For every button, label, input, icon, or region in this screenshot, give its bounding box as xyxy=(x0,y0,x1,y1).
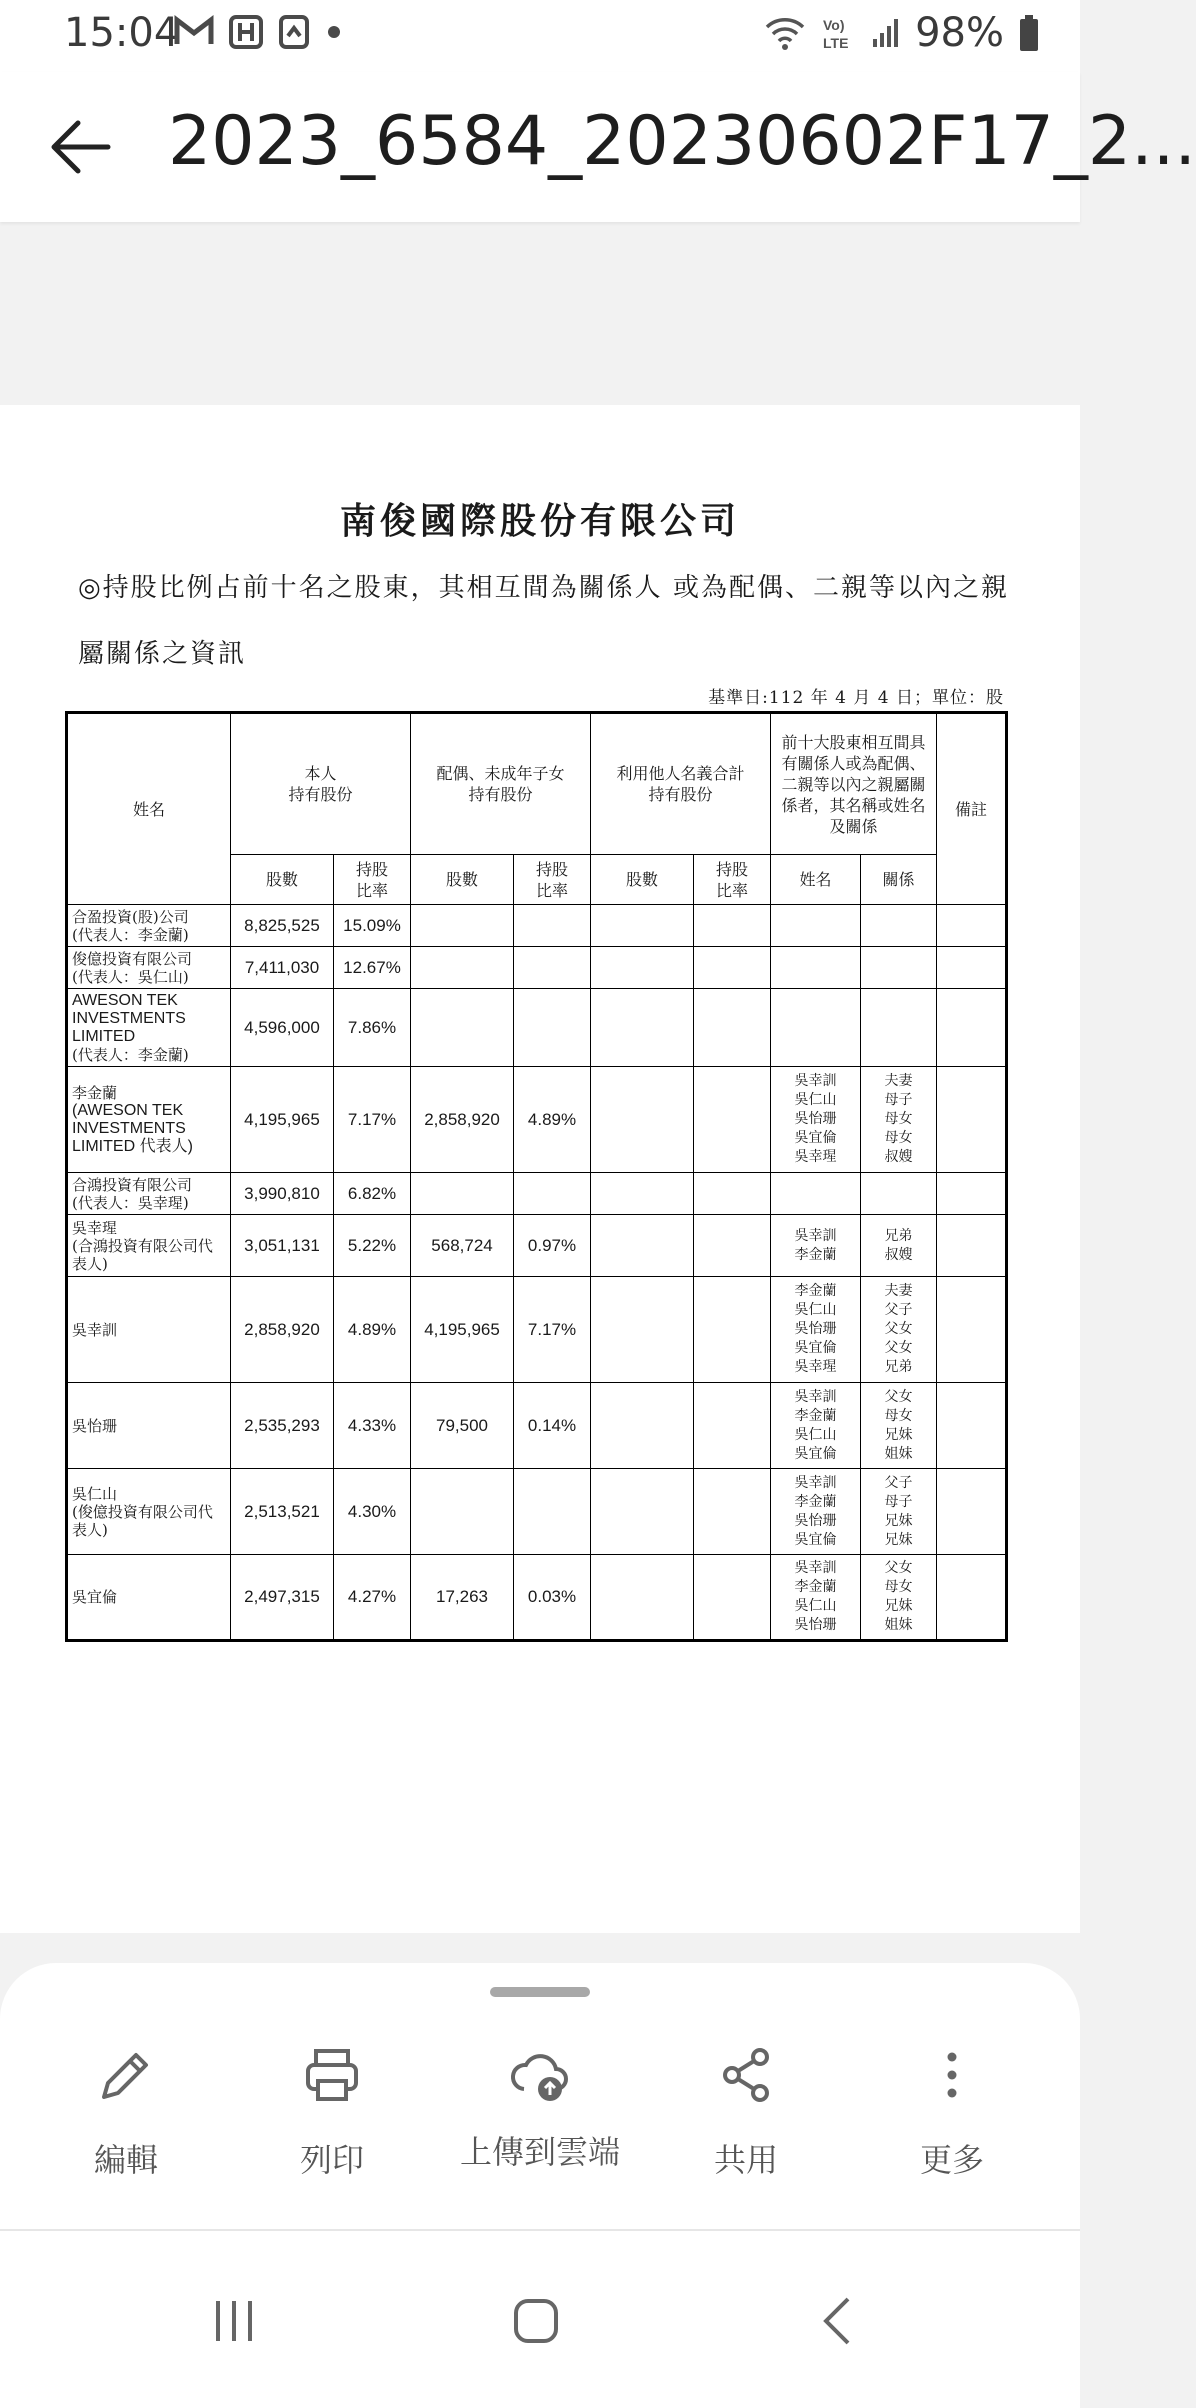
document-heading: 南俊國際股份有限公司 xyxy=(339,500,740,542)
relation: 母女 xyxy=(884,1407,913,1424)
system-nav-bar xyxy=(0,2231,1080,2408)
header-shares: 股數 xyxy=(591,855,694,905)
others-ratio xyxy=(694,947,771,989)
document-paragraph: ◎持股比例占前十名之股東，其相互間為關係人 或為配偶、二親等以內之親屬關係之資訊 xyxy=(78,573,1009,669)
header-related: 前十大股東相互間具有關係人或為配偶、二親等以內之親屬關係者，其名稱或姓名及關係 xyxy=(771,713,937,855)
relations xyxy=(861,1277,937,1383)
more-button[interactable] xyxy=(852,2043,1052,2203)
relation: 父女 xyxy=(884,1560,913,1576)
pencil-icon xyxy=(94,2043,158,2107)
relation: 母女 xyxy=(884,1579,913,1595)
related-name: 吳怡珊 xyxy=(794,1111,837,1127)
related-name: 吳宜倫 xyxy=(794,1130,837,1146)
others-ratio xyxy=(694,1067,771,1173)
relations xyxy=(861,1067,937,1173)
remark-cell xyxy=(937,1383,1007,1469)
table-row xyxy=(67,989,1007,1067)
others-shares xyxy=(591,1067,694,1173)
relation: 父女 xyxy=(884,1321,913,1337)
header-spouse: 配偶、未成年子女 持有股份 xyxy=(411,713,591,855)
edit-label: 編輯 xyxy=(93,2141,158,2179)
upload-label: 上傳到雲端 xyxy=(459,2133,620,2171)
spouse-shares xyxy=(411,1469,514,1555)
header-remark: 備註 xyxy=(937,713,1007,905)
holder-name: 李金蘭 xyxy=(72,1083,118,1102)
spouse-ratio xyxy=(514,1173,591,1215)
header-rel-name: 姓名 xyxy=(771,855,861,905)
remark-cell xyxy=(937,1215,1007,1277)
related-names xyxy=(771,989,861,1067)
self-shares: 8,825,525 xyxy=(231,905,334,947)
table-row xyxy=(67,1383,1007,1469)
relation: 姐妹 xyxy=(884,1617,913,1633)
self-ratio: 12.67% xyxy=(334,947,411,989)
self-shares: 2,535,293 xyxy=(231,1383,334,1469)
spouse-shares: 17,263 xyxy=(411,1555,514,1641)
table-row xyxy=(67,947,1007,989)
related-name: 吳仁山 xyxy=(794,1302,837,1318)
relations xyxy=(861,1383,937,1469)
holder-name: 合鴻投資有限公司 xyxy=(72,1175,193,1194)
table-row xyxy=(67,1215,1007,1277)
self-shares: 3,051,131 xyxy=(231,1215,334,1277)
related-names xyxy=(771,1277,861,1383)
related-name: 吳仁山 xyxy=(794,1092,837,1108)
holder-name: 合盈投資(股)公司 xyxy=(72,907,189,926)
related-name: 李金蘭 xyxy=(794,1407,837,1424)
relation: 母子 xyxy=(884,1092,913,1108)
share-icon xyxy=(714,2043,778,2107)
self-ratio: 7.86% xyxy=(334,989,411,1067)
battery-percent: 98% xyxy=(915,10,1004,56)
related-name: 吳宜倫 xyxy=(794,1340,837,1356)
table-row xyxy=(67,1173,1007,1215)
holder-representative: (代表人：吳仁山) xyxy=(72,967,189,986)
dot-icon xyxy=(324,14,344,50)
related-name: 吳怡珊 xyxy=(794,1617,837,1633)
relation: 兄妹 xyxy=(884,1598,913,1614)
holder-name-cell xyxy=(67,1469,231,1555)
shareholder-table xyxy=(65,711,1008,1642)
arrow-left-icon[interactable] xyxy=(46,112,116,182)
holder-representative: (代表人：李金蘭) xyxy=(72,1045,189,1064)
holder-name: 俊億投資有限公司 xyxy=(72,949,193,968)
self-shares: 2,497,315 xyxy=(231,1555,334,1641)
holder-name: 吳宜倫 xyxy=(72,1588,118,1606)
relation: 父女 xyxy=(884,1340,913,1356)
holder-representative: (代表人：吳幸瑆) xyxy=(72,1193,189,1212)
status-right xyxy=(763,10,1040,56)
holder-name-cell xyxy=(67,1277,231,1383)
header-name: 姓名 xyxy=(67,713,231,905)
spouse-ratio xyxy=(514,947,591,989)
others-shares xyxy=(591,1555,694,1641)
battery-icon xyxy=(1018,14,1040,52)
table-row xyxy=(67,1277,1007,1383)
relation: 叔嫂 xyxy=(884,1149,913,1165)
spouse-ratio: 4.89% xyxy=(514,1067,591,1173)
related-name: 吳宜倫 xyxy=(794,1445,837,1462)
share-button[interactable] xyxy=(646,2043,846,2203)
self-ratio: 4.33% xyxy=(334,1383,411,1469)
relation: 父子 xyxy=(884,1474,913,1491)
relation: 叔嫂 xyxy=(884,1246,913,1263)
spouse-ratio: 0.03% xyxy=(514,1555,591,1641)
others-shares xyxy=(591,989,694,1067)
self-ratio: 4.30% xyxy=(334,1469,411,1555)
recents-icon[interactable] xyxy=(194,2291,274,2351)
self-shares: 4,195,965 xyxy=(231,1067,334,1173)
related-name: 李金蘭 xyxy=(794,1283,837,1299)
header-shares: 股數 xyxy=(411,855,514,905)
relations xyxy=(861,947,937,989)
relations xyxy=(861,1173,937,1215)
holder-name-cell xyxy=(67,947,231,989)
relations xyxy=(861,1555,937,1641)
wifi-icon xyxy=(763,15,807,51)
spouse-ratio xyxy=(514,989,591,1067)
relations xyxy=(861,1215,937,1277)
related-name: 李金蘭 xyxy=(794,1493,837,1510)
others-ratio xyxy=(694,1215,771,1277)
others-shares xyxy=(591,1469,694,1555)
holder-name-cell xyxy=(67,1067,231,1173)
more-vert-icon xyxy=(920,2043,984,2107)
related-names xyxy=(771,1215,861,1277)
table-row xyxy=(67,1469,1007,1555)
relation: 兄弟 xyxy=(884,1227,913,1244)
relations xyxy=(861,905,937,947)
status-left-icons xyxy=(174,14,344,50)
table-row xyxy=(67,1067,1007,1173)
relation: 父女 xyxy=(884,1388,913,1405)
self-ratio: 6.82% xyxy=(334,1173,411,1215)
basis-date: 基準日:112 年 4 月 4 日；單位：股 xyxy=(708,688,1004,708)
back-icon[interactable] xyxy=(800,2291,880,2351)
holder-representative: (AWESON TEK INVESTMENTS LIMITED 代表人) xyxy=(72,1101,193,1155)
holder-representative: (合鴻投資有限公司代表人) xyxy=(72,1236,213,1273)
app-bar xyxy=(0,72,1196,222)
others-shares xyxy=(591,1277,694,1383)
others-ratio xyxy=(694,1383,771,1469)
relation: 母女 xyxy=(884,1130,913,1146)
spouse-shares xyxy=(411,905,514,947)
spouse-ratio: 0.97% xyxy=(514,1215,591,1277)
holder-name-cell xyxy=(67,1555,231,1641)
related-name: 吳幸訓 xyxy=(794,1474,837,1491)
status-time: 15:04 xyxy=(64,10,180,56)
holder-name-cell xyxy=(67,989,231,1067)
remark-cell xyxy=(937,1067,1007,1173)
holder-name-cell xyxy=(67,1173,231,1215)
status-bar xyxy=(0,0,1080,72)
others-ratio xyxy=(694,905,771,947)
printer-icon xyxy=(300,2043,364,2107)
others-shares xyxy=(591,1215,694,1277)
holder-name: AWESON TEK INVESTMENTS LIMITED xyxy=(72,991,186,1045)
related-names xyxy=(771,947,861,989)
header-ratio: 持股 比率 xyxy=(514,855,591,905)
others-ratio xyxy=(694,1277,771,1383)
print-button[interactable] xyxy=(232,2043,432,2203)
related-names xyxy=(771,1173,861,1215)
spouse-shares: 79,500 xyxy=(411,1383,514,1469)
home-icon[interactable] xyxy=(496,2291,576,2351)
relation: 母女 xyxy=(884,1111,913,1127)
others-shares xyxy=(591,905,694,947)
relation: 兄弟 xyxy=(884,1359,913,1375)
header-shares: 股數 xyxy=(231,855,334,905)
others-ratio xyxy=(694,1173,771,1215)
related-name: 李金蘭 xyxy=(794,1579,837,1595)
related-name: 吳幸瑆 xyxy=(794,1359,837,1375)
related-name: 吳仁山 xyxy=(794,1598,837,1614)
remark-cell xyxy=(937,1469,1007,1555)
related-name: 吳幸訓 xyxy=(794,1073,837,1089)
related-names xyxy=(771,1469,861,1555)
cloud-upload-icon xyxy=(508,2043,572,2107)
spouse-ratio xyxy=(514,1469,591,1555)
gmail-icon xyxy=(174,14,214,48)
related-name: 吳怡珊 xyxy=(794,1512,837,1529)
self-ratio: 7.17% xyxy=(334,1067,411,1173)
sync-icon xyxy=(278,14,310,50)
relation: 兄妹 xyxy=(884,1426,913,1443)
related-names xyxy=(771,905,861,947)
others-shares xyxy=(591,947,694,989)
others-ratio xyxy=(694,1555,771,1641)
self-ratio: 4.89% xyxy=(334,1277,411,1383)
spouse-shares xyxy=(411,947,514,989)
print-label: 列印 xyxy=(299,2141,364,2179)
table-row xyxy=(67,905,1007,947)
pdf-page[interactable] xyxy=(0,405,1080,1933)
remark-cell xyxy=(937,989,1007,1067)
relation: 夫妻 xyxy=(884,1283,913,1299)
related-name: 吳幸訓 xyxy=(794,1560,837,1576)
self-ratio: 5.22% xyxy=(334,1215,411,1277)
relations xyxy=(861,989,937,1067)
more-label: 更多 xyxy=(919,2141,984,2179)
table-body xyxy=(67,905,1007,1641)
svg-text:Vo): Vo) xyxy=(823,17,845,33)
volte-icon xyxy=(821,15,857,51)
holder-name: 吳幸訓 xyxy=(72,1320,118,1339)
remark-cell xyxy=(937,947,1007,989)
svg-text:LTE: LTE xyxy=(823,35,849,51)
holder-name: 吳仁山 xyxy=(72,1484,118,1503)
document-title: 2023_6584_20230602F17_2... xyxy=(168,102,1196,181)
bottom-action-sheet xyxy=(0,1963,1080,2229)
spouse-shares: 568,724 xyxy=(411,1215,514,1277)
share-label: 共用 xyxy=(713,2141,778,2179)
relation: 姐妹 xyxy=(884,1445,913,1462)
self-shares: 2,858,920 xyxy=(231,1277,334,1383)
others-ratio xyxy=(694,989,771,1067)
relation: 母子 xyxy=(884,1493,913,1510)
edit-button[interactable] xyxy=(26,2043,226,2203)
remark-cell xyxy=(937,1277,1007,1383)
relation: 父子 xyxy=(884,1302,913,1318)
self-shares: 3,990,810 xyxy=(231,1173,334,1215)
self-shares: 7,411,030 xyxy=(231,947,334,989)
holder-name-cell xyxy=(67,1383,231,1469)
related-name: 吳幸訓 xyxy=(794,1227,837,1244)
remark-cell xyxy=(937,1173,1007,1215)
header-self: 本人 持有股份 xyxy=(231,713,411,855)
relations xyxy=(861,1469,937,1555)
related-name: 吳仁山 xyxy=(794,1426,837,1443)
relation: 兄妹 xyxy=(884,1531,913,1548)
drag-handle[interactable] xyxy=(490,1987,590,1997)
holder-representative: (俊億投資有限公司代表人) xyxy=(72,1502,213,1539)
holder-name-cell xyxy=(67,1215,231,1277)
upload-cloud-button[interactable] xyxy=(440,2043,640,2203)
remark-cell xyxy=(937,905,1007,947)
app-icon xyxy=(228,14,264,50)
related-names xyxy=(771,1067,861,1173)
spouse-shares: 2,858,920 xyxy=(411,1067,514,1173)
holder-name: 吳幸瑆 xyxy=(72,1218,118,1237)
spouse-ratio xyxy=(514,905,591,947)
spouse-ratio: 7.17% xyxy=(514,1277,591,1383)
spouse-shares xyxy=(411,1173,514,1215)
others-shares xyxy=(591,1173,694,1215)
self-shares: 2,513,521 xyxy=(231,1469,334,1555)
self-shares: 4,596,000 xyxy=(231,989,334,1067)
signal-icon xyxy=(871,15,901,51)
self-ratio: 4.27% xyxy=(334,1555,411,1641)
related-name: 吳怡珊 xyxy=(794,1321,837,1337)
related-names xyxy=(771,1555,861,1641)
related-name: 李金蘭 xyxy=(794,1246,837,1263)
related-names xyxy=(771,1383,861,1469)
holder-name-cell xyxy=(67,905,231,947)
header-others: 利用他人名義合計 持有股份 xyxy=(591,713,771,855)
spouse-ratio: 0.14% xyxy=(514,1383,591,1469)
related-name: 吳幸訓 xyxy=(794,1388,837,1405)
header-ratio: 持股 比率 xyxy=(694,855,771,905)
self-ratio: 15.09% xyxy=(334,905,411,947)
others-ratio xyxy=(694,1469,771,1555)
related-name: 吳宜倫 xyxy=(794,1531,837,1548)
header-relation: 關係 xyxy=(861,855,937,905)
table-row xyxy=(67,1555,1007,1641)
spouse-shares: 4,195,965 xyxy=(411,1277,514,1383)
holder-representative: (代表人：李金蘭) xyxy=(72,925,189,944)
spouse-shares xyxy=(411,989,514,1067)
holder-name: 吳怡珊 xyxy=(72,1416,118,1435)
header-ratio: 持股 比率 xyxy=(334,855,411,905)
remark-cell xyxy=(937,1555,1007,1641)
relation: 兄妹 xyxy=(884,1512,913,1529)
related-name: 吳幸瑆 xyxy=(794,1149,837,1165)
relation: 夫妻 xyxy=(884,1073,913,1089)
others-shares xyxy=(591,1383,694,1469)
